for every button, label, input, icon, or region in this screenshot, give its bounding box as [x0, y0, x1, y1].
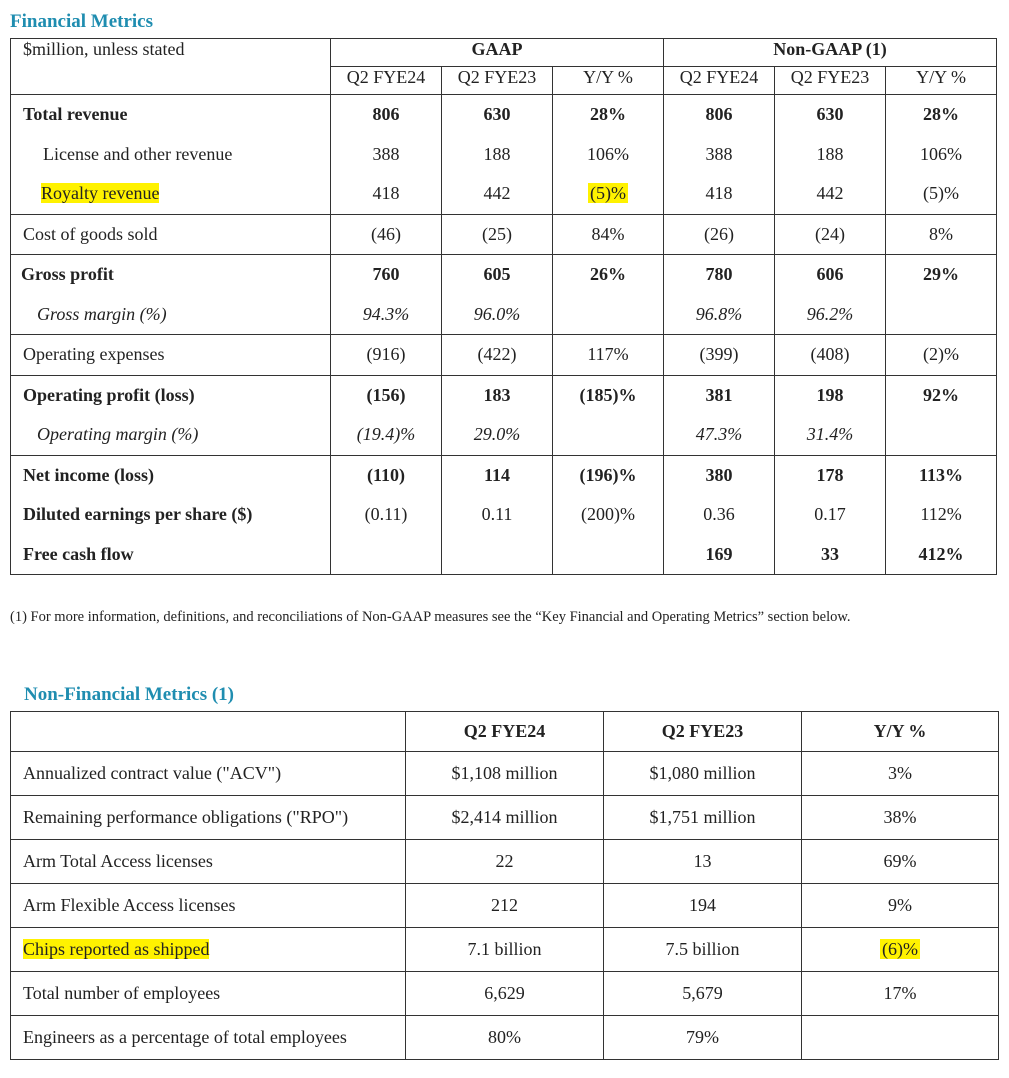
table-row: [11, 535, 997, 575]
row-label: Operating margin (%): [11, 415, 331, 455]
row-label: Free cash flow: [11, 535, 331, 575]
table-cell: 79%: [604, 1016, 802, 1060]
table-cell: (200)%: [553, 495, 664, 535]
table-cell: (156): [331, 375, 442, 415]
table-cell: (5)%: [886, 174, 997, 214]
table-cell: [553, 174, 664, 214]
table-cell: 33: [775, 535, 886, 575]
table-cell: 80%: [406, 1016, 604, 1060]
table-cell: 0.36: [664, 495, 775, 535]
table-row: [11, 752, 999, 796]
table-row: [11, 972, 999, 1016]
table-cell: 806: [664, 95, 775, 135]
table-cell: 630: [775, 95, 886, 135]
table-cell: 5,679: [604, 972, 802, 1016]
table-cell: (185)%: [553, 375, 664, 415]
column-header: Y/Y %: [553, 67, 664, 95]
table-cell: 69%: [802, 840, 999, 884]
row-label: Gross margin (%): [11, 295, 331, 335]
table-cell: 26%: [553, 255, 664, 295]
table-cell: [553, 295, 664, 335]
table-cell: 198: [775, 375, 886, 415]
column-header: Q2 FYE23: [775, 67, 886, 95]
table-cell: 6,629: [406, 972, 604, 1016]
table-cell: 183: [442, 375, 553, 415]
row-label: Arm Total Access licenses: [11, 840, 406, 884]
table-cell: 388: [331, 135, 442, 175]
table-row: [11, 495, 997, 535]
table-row: [11, 335, 997, 376]
table-cell: 442: [775, 174, 886, 214]
table-cell: 13: [604, 840, 802, 884]
row-label: [11, 928, 406, 972]
table-cell: (24): [775, 214, 886, 255]
table-cell: 38%: [802, 796, 999, 840]
row-label: Gross profit: [11, 255, 331, 295]
table-cell: $1,751 million: [604, 796, 802, 840]
row-label: Arm Flexible Access licenses: [11, 884, 406, 928]
row-label: Cost of goods sold: [11, 214, 331, 255]
row-label: [11, 174, 331, 214]
table-row: [11, 1016, 999, 1060]
table-cell: 112%: [886, 495, 997, 535]
row-label: Diluted earnings per share ($): [11, 495, 331, 535]
table-cell: 31.4%: [775, 415, 886, 455]
column-header: Q2 FYE24: [664, 67, 775, 95]
row-label: Total number of employees: [11, 972, 406, 1016]
table-cell: 92%: [886, 375, 997, 415]
table-cell: 84%: [553, 214, 664, 255]
table-cell: 0.11: [442, 495, 553, 535]
table-cell: 780: [664, 255, 775, 295]
header-row-groups: [11, 39, 997, 67]
row-label: Remaining performance obligations ("RPO"): [11, 796, 406, 840]
table-cell: (46): [331, 214, 442, 255]
table-cell: $1,108 million: [406, 752, 604, 796]
group-header-non-gaap: Non-GAAP (1): [664, 39, 997, 67]
financial-metrics-title: Financial Metrics: [10, 11, 153, 32]
table-cell: 106%: [553, 135, 664, 175]
table-cell: [802, 1016, 999, 1060]
table-cell: 380: [664, 455, 775, 495]
footnote: (1) For more information, definitions, and reconciliations of Non-GAAP measures see the “Key Financial and Operating Metrics” section below.: [10, 609, 851, 625]
table-cell: 113%: [886, 455, 997, 495]
table-row: [11, 796, 999, 840]
corner-cell: [11, 712, 406, 752]
table-row: [11, 135, 997, 175]
table-cell: 7.5 billion: [604, 928, 802, 972]
table-cell: 188: [442, 135, 553, 175]
table-cell: (422): [442, 335, 553, 376]
table-cell: 47.3%: [664, 415, 775, 455]
table-cell: 178: [775, 455, 886, 495]
table-cell: [802, 928, 999, 972]
row-label: Operating profit (loss): [11, 375, 331, 415]
table-cell: 212: [406, 884, 604, 928]
table-cell: (196)%: [553, 455, 664, 495]
table-row: [11, 95, 997, 135]
highlighted-value: (5)%: [590, 183, 626, 204]
table-cell: 630: [442, 95, 553, 135]
table-row: [11, 255, 997, 295]
column-header: Q2 FYE23: [604, 712, 802, 752]
table-cell: 412%: [886, 535, 997, 575]
table-cell: 117%: [553, 335, 664, 376]
table-cell: 22: [406, 840, 604, 884]
table-cell: 760: [331, 255, 442, 295]
table-cell: $1,080 million: [604, 752, 802, 796]
column-header: Y/Y %: [886, 67, 997, 95]
table-cell: 7.1 billion: [406, 928, 604, 972]
column-header: Q2 FYE24: [406, 712, 604, 752]
table-row: [11, 455, 997, 495]
table-cell: [886, 415, 997, 455]
table-cell: 3%: [802, 752, 999, 796]
table-row: [11, 174, 997, 214]
table-cell: 8%: [886, 214, 997, 255]
table-cell: 606: [775, 255, 886, 295]
row-label: Engineers as a percentage of total employees: [11, 1016, 406, 1060]
table-cell: 442: [442, 174, 553, 214]
table-cell: 29%: [886, 255, 997, 295]
row-label: Net income (loss): [11, 455, 331, 495]
table-cell: 381: [664, 375, 775, 415]
table-cell: (25): [442, 214, 553, 255]
table-cell: (0.11): [331, 495, 442, 535]
table-cell: $2,414 million: [406, 796, 604, 840]
column-header: Y/Y %: [802, 712, 999, 752]
group-header-gaap: GAAP: [331, 39, 664, 67]
table-cell: (19.4)%: [331, 415, 442, 455]
table-row: [11, 214, 997, 255]
non-financial-metrics-table: [10, 711, 999, 1060]
table-cell: 96.0%: [442, 295, 553, 335]
table-cell: 194: [604, 884, 802, 928]
table-cell: (408): [775, 335, 886, 376]
table-cell: 188: [775, 135, 886, 175]
non-financial-metrics-title: Non-Financial Metrics (1): [24, 684, 235, 705]
table-cell: 418: [331, 174, 442, 214]
table-cell: 28%: [553, 95, 664, 135]
row-label: Annualized contract value ("ACV"): [11, 752, 406, 796]
table-cell: 96.2%: [775, 295, 886, 335]
table-cell: [331, 535, 442, 575]
table-cell: (26): [664, 214, 775, 255]
table-row: [11, 375, 997, 415]
table-cell: 605: [442, 255, 553, 295]
table-cell: 94.3%: [331, 295, 442, 335]
table-row: [11, 415, 997, 455]
row-label: Operating expenses: [11, 335, 331, 376]
table-cell: (110): [331, 455, 442, 495]
table-cell: (916): [331, 335, 442, 376]
table-cell: 17%: [802, 972, 999, 1016]
highlighted-label: Chips reported as shipped: [23, 939, 210, 959]
table-cell: 169: [664, 535, 775, 575]
header-row: [11, 712, 999, 752]
highlighted-value: (6)%: [882, 939, 918, 959]
table-row: [11, 840, 999, 884]
unit-label: $million, unless stated: [11, 39, 331, 95]
column-header: Q2 FYE24: [331, 67, 442, 95]
table-cell: 388: [664, 135, 775, 175]
table-row: [11, 928, 999, 972]
table-row: [11, 295, 997, 335]
table-cell: 0.17: [775, 495, 886, 535]
table-cell: (399): [664, 335, 775, 376]
table-cell: [442, 535, 553, 575]
table-cell: 29.0%: [442, 415, 553, 455]
table-cell: [886, 295, 997, 335]
highlighted-label: Royalty revenue: [41, 183, 160, 204]
table-cell: 806: [331, 95, 442, 135]
financial-metrics-table: [10, 38, 997, 575]
row-label: Total revenue: [11, 95, 331, 135]
table-cell: 106%: [886, 135, 997, 175]
row-label: License and other revenue: [11, 135, 331, 175]
table-cell: 418: [664, 174, 775, 214]
table-cell: 96.8%: [664, 295, 775, 335]
column-header: Q2 FYE23: [442, 67, 553, 95]
table-cell: [553, 415, 664, 455]
table-row: [11, 884, 999, 928]
table-cell: (2)%: [886, 335, 997, 376]
table-cell: [553, 535, 664, 575]
table-cell: 28%: [886, 95, 997, 135]
table-cell: 114: [442, 455, 553, 495]
table-cell: 9%: [802, 884, 999, 928]
